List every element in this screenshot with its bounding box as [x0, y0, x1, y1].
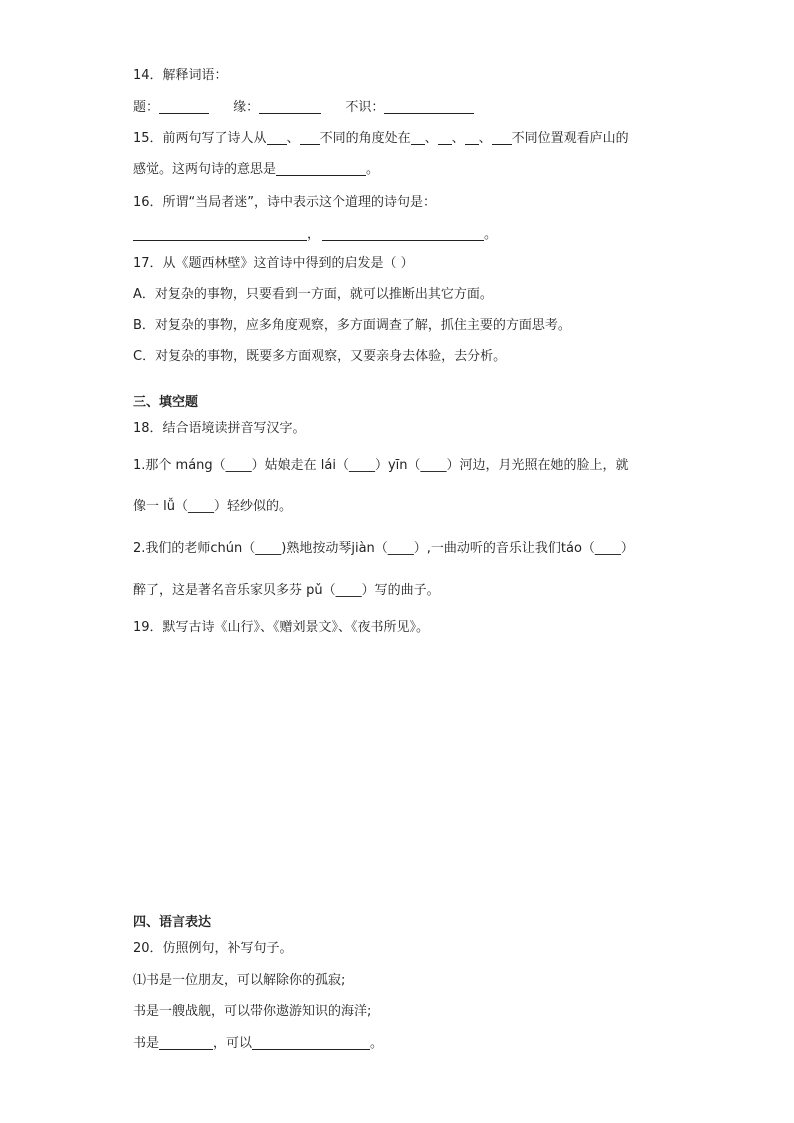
q15-text-i: 。: [366, 162, 380, 177]
q17-title: 17．从《题西林壁》这首诗中得到的启发是（ ）: [133, 256, 414, 271]
q15-blank-5[interactable]: [465, 130, 479, 145]
q16-end: 。: [484, 227, 498, 242]
q14-blank-2[interactable]: [259, 99, 321, 114]
q20-blank-1[interactable]: [159, 1035, 213, 1050]
q18-sentence-1-line-1: 1.那个 máng（____）姑娘走在 lái（____）yīn（____）河边，月光照在她的脸上，就: [133, 458, 629, 473]
q14-blank-3[interactable]: [384, 99, 474, 114]
q18-title: 18．结合语境读拼音写汉字。: [133, 421, 306, 436]
q16-blank-2[interactable]: [322, 226, 484, 241]
q17-option-a[interactable]: A．对复杂的事物，只要看到一方面，就可以推断出其它方面。: [133, 287, 493, 302]
q20-answer-line: [133, 1034, 383, 1054]
q15-text-f: 、: [478, 131, 492, 146]
q17-option-b[interactable]: B．对复杂的事物，应多角度观察，多方面调查了解，抓住主要的方面思考。: [133, 318, 571, 333]
q20-text-c: 。: [370, 1036, 384, 1051]
q15-text-b: 、: [286, 131, 300, 146]
q15-line-1: [133, 129, 629, 149]
q15-blank-2[interactable]: [300, 130, 320, 145]
q14-blank-1[interactable]: [159, 99, 209, 114]
q15-blank-4[interactable]: [438, 130, 452, 145]
q16-title: 16．所谓“当局者迷”，诗中表示这个道理的诗句是：: [133, 195, 437, 210]
q14-items: [133, 98, 474, 118]
q20-text-b: ，可以: [213, 1036, 253, 1051]
q20-example-2: 书是一艘战舰，可以带你遨游知识的海洋;: [133, 1004, 372, 1019]
q15-text-a: 15．前两句写了诗人从: [133, 131, 267, 146]
q14-title: 14．解释词语：: [133, 68, 228, 83]
q20-blank-2[interactable]: [252, 1035, 370, 1050]
q18-sentence-2-line-2: 醉了，这是著名音乐家贝多芬 pǔ（____）写的曲子。: [133, 583, 440, 598]
section-3-heading: 三、填空题: [133, 395, 199, 410]
q15-line-2: [133, 160, 379, 180]
q15-blank-1[interactable]: [267, 130, 287, 145]
q20-text-a: 书是: [133, 1036, 160, 1051]
q18-sentence-1-line-2: 像一 lǚ（____）轻纱似的。: [133, 499, 292, 514]
q14-item-yuan: 缘：: [233, 100, 260, 115]
q15-blank-6[interactable]: [492, 130, 512, 145]
q16-answer-line: [133, 225, 497, 245]
q15-blank-3[interactable]: [411, 130, 425, 145]
q15-text-e: 、: [451, 131, 465, 146]
q15-text-c: 不同的角度处在: [319, 131, 411, 146]
q18-sentence-2-line-1: 2.我们的老师chún（____)熟地按动琴jiàn（____）,一曲动听的音乐让我们táo（____）: [133, 541, 634, 556]
q19-title: 19．默写古诗《山行》、《赠刘景文》、《夜书所见》。: [133, 620, 430, 635]
q15-text-d: 、: [424, 131, 438, 146]
section-4-heading: 四、语言表达: [133, 915, 212, 930]
q16-sep: ，: [307, 227, 321, 242]
q15-text-h: 感觉。这两句诗的意思是: [133, 162, 277, 177]
q20-title: 20．仿照例句，补写句子。: [133, 941, 293, 956]
q15-blank-7[interactable]: [276, 161, 366, 176]
q14-item-ti: 题：: [133, 100, 160, 115]
q14-item-bushi: 不识：: [345, 100, 385, 115]
q20-example-1: ⑴书是一位朋友，可以解除你的孤寂;: [133, 973, 346, 988]
q17-option-c[interactable]: C．对复杂的事物，既要多方面观察，又要亲身去体验，去分析。: [133, 349, 507, 364]
q16-blank-1[interactable]: [133, 226, 307, 241]
q15-text-g: 不同位置观看庐山的: [511, 131, 629, 146]
